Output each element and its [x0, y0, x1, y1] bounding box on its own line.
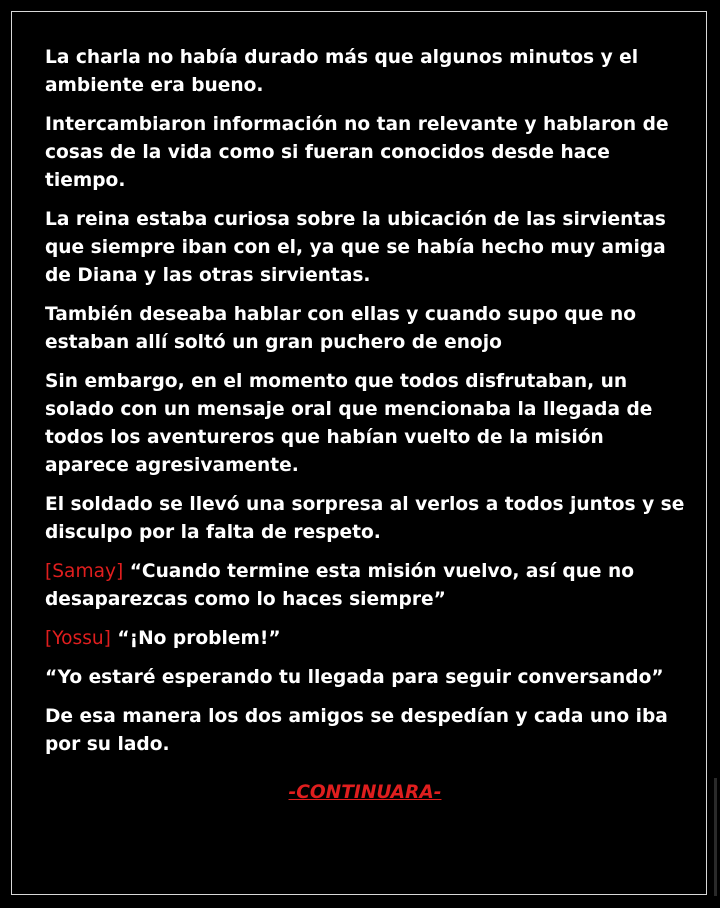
speaker-tag: [Samay]: [45, 561, 124, 582]
paragraph: La charla no había durado más que algunos minutos y el ambiente era bueno.: [45, 47, 639, 96]
paragraph: De esa manera los dos amigos se despedían y cada uno iba por su lado.: [45, 706, 668, 755]
dialogue-line: [45, 558, 685, 614]
dialogue-line: [45, 625, 685, 653]
dialogue-text: “¡No problem!”: [117, 628, 281, 649]
paragraph: El soldado se llevó una sorpresa al verlos a todos juntos y se disculpo por la falta de respeto.: [45, 494, 685, 543]
story-text: [45, 44, 685, 807]
paragraph: “Yo estaré esperando tu llegada para seguir conversando”: [45, 667, 664, 688]
scrollbar-edge: [714, 778, 717, 896]
dialogue-text: “Cuando termine esta misión vuelvo, así que no desaparezcas como lo haces siempre”: [45, 561, 635, 610]
speaker-tag: [Yossu]: [45, 628, 111, 649]
paragraph: La reina estaba curiosa sobre la ubicación de las sirvientas que siempre iban con el, ya que se había hecho muy amiga de Diana y las otras sirvientas.: [45, 209, 666, 286]
paragraph: También deseaba hablar con ellas y cuando supo que no estaban allí soltó un gran puchero de enojo: [45, 304, 636, 353]
paragraph: Intercambiaron información no tan relevante y hablaron de cosas de la vida como si fueran conocidos desde hace tiempo.: [45, 114, 669, 191]
paragraph: Sin embargo, en el momento que todos disfrutaban, un solado con un mensaje oral que mencionaba la llegada de todos los aventureros que habían vuelto de la misión aparece agresivamente.: [45, 371, 653, 476]
continuara-label: -CONTINUARA-: [288, 782, 442, 803]
